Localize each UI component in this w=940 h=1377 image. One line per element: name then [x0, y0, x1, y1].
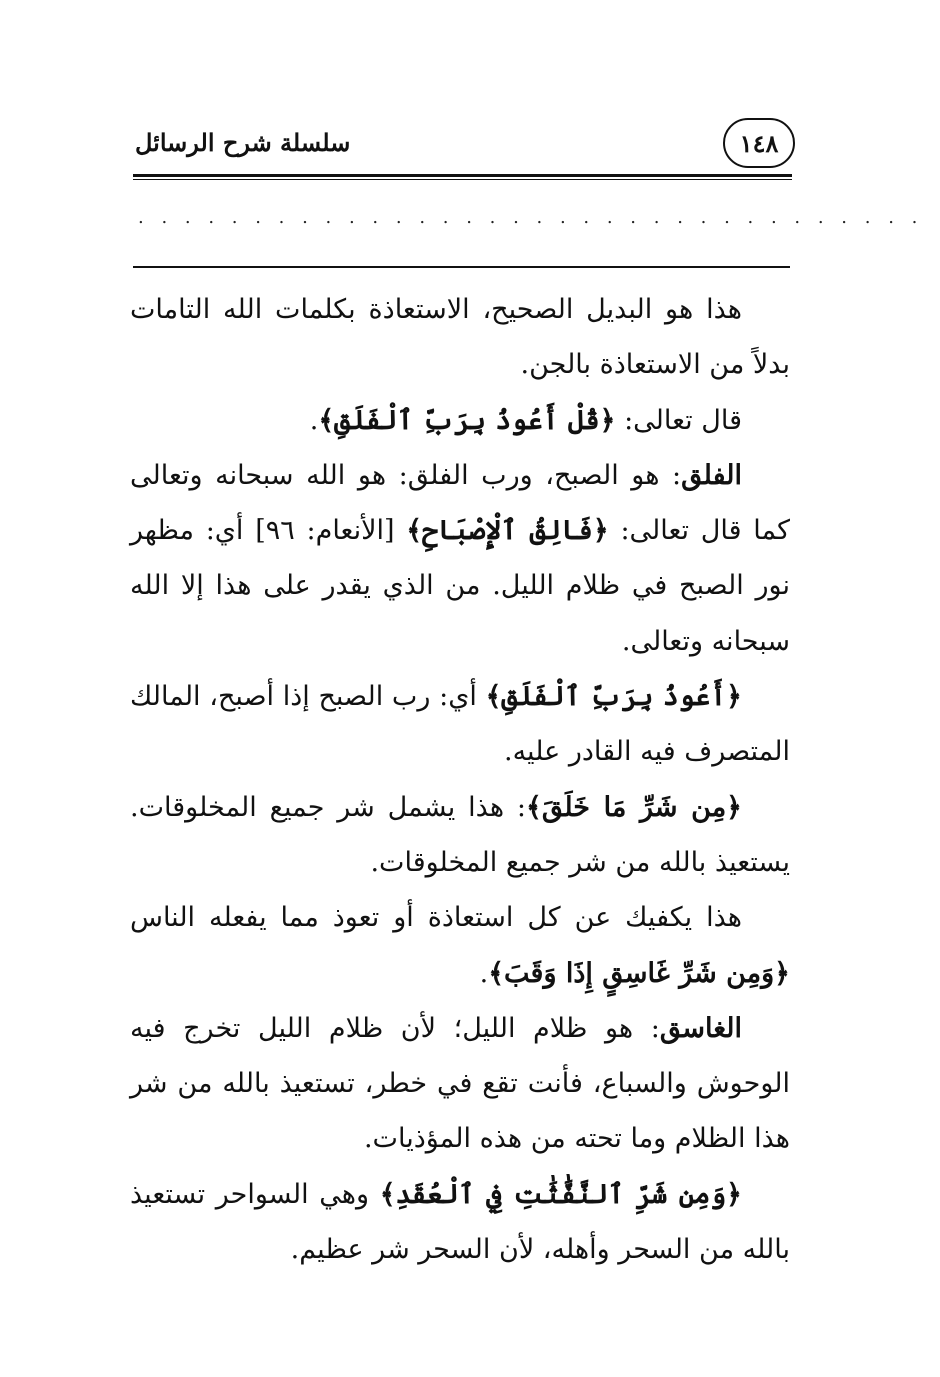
paragraph: [130, 282, 790, 393]
paragraph-text: هذا هو البديل الصحيح، الاستعاذة بكلمات الله التامات بدلاً من الاستعاذة بالجن.: [130, 294, 790, 381]
page-number-badge: ١٤٨: [723, 118, 795, 168]
paragraph-tail: .: [479, 957, 489, 989]
defined-term: الغاسق: [659, 1012, 742, 1044]
page-header: [135, 118, 795, 170]
quran-verse: ﴿فَالِقُ ٱلْإِصْبَاحِ﴾: [406, 515, 609, 547]
paragraph: [130, 780, 790, 891]
quran-verse: ﴿وَمِن شَرِّ ٱلنَّفَّٰثَٰتِ فِي ٱلْعُقَدِ﴾: [379, 1178, 742, 1210]
paragraph: [130, 393, 790, 448]
quran-verse: ﴿قُلْ أَعُوذُ بِرَبِّ ٱلْفَلَقِ﴾: [318, 404, 616, 436]
paragraph-tail: : هذا يشمل شر جميع المخلوقات. يستعيذ بالله من شر جميع المخلوقات.: [130, 791, 790, 878]
paragraph-text: : هو الصبح، ورب الفلق: هو الله سبحانه وتعالى كما قال تعالى:: [130, 459, 790, 547]
quran-verse: ﴿وَمِن شَرِّ غَاسِقٍ إِذَا وَقَبَ﴾: [488, 957, 790, 989]
paragraph: [130, 448, 790, 669]
header-double-rule: [133, 174, 792, 180]
paragraph: [130, 1167, 790, 1278]
defined-term: الفلق: [681, 459, 742, 491]
content-top-rule: [133, 266, 790, 268]
paragraph-tail: أي: رب الصبح إذا أصبح، المالك المتصرف فيه القادر عليه.: [130, 681, 790, 768]
series-title: سلسلة شرح الرسائل: [135, 128, 351, 157]
paragraph-text: : هو ظلام الليل؛ لأن ظلام الليل تخرج فيه الوحوش والسباع، فأنت تقع في خطر، تستعيذ بالله من شر هذا الظلام وما تحته من هذه المؤذيات.: [130, 1012, 790, 1155]
paragraph-text: هذا يكفيك عن كل استعاذة أو تعوذ مما يفعله الناس: [130, 902, 742, 934]
paragraph-tail: وهي السواحر تستعيذ بالله من السحر وأهله، لأن السحر شر عظيم.: [130, 1178, 790, 1266]
paragraph: [130, 890, 790, 1001]
paragraph-lead: قال تعالى:: [615, 404, 742, 436]
body-text: [130, 282, 790, 1277]
paragraph: [130, 1001, 790, 1167]
dotted-separator: . . . . . . . . . . . . . . . . . . . . . . . . . . . . . . . . . .: [138, 207, 924, 228]
quran-verse: ﴿مِن شَرِّ مَا خَلَقَ﴾: [526, 791, 742, 823]
paragraph-tail: .: [309, 404, 319, 436]
quran-verse: ﴿أَعُوذُ بِرَبِّ ٱلْفَلَقِ﴾: [485, 681, 742, 713]
paragraph-tail: [الأنعام: ٩٦] أي: مظهر نور الصبح في ظلام الليل. من الذي يقدر على هذا إلا الله سبحانه وتعالى.: [130, 515, 790, 657]
paragraph: [130, 669, 790, 780]
